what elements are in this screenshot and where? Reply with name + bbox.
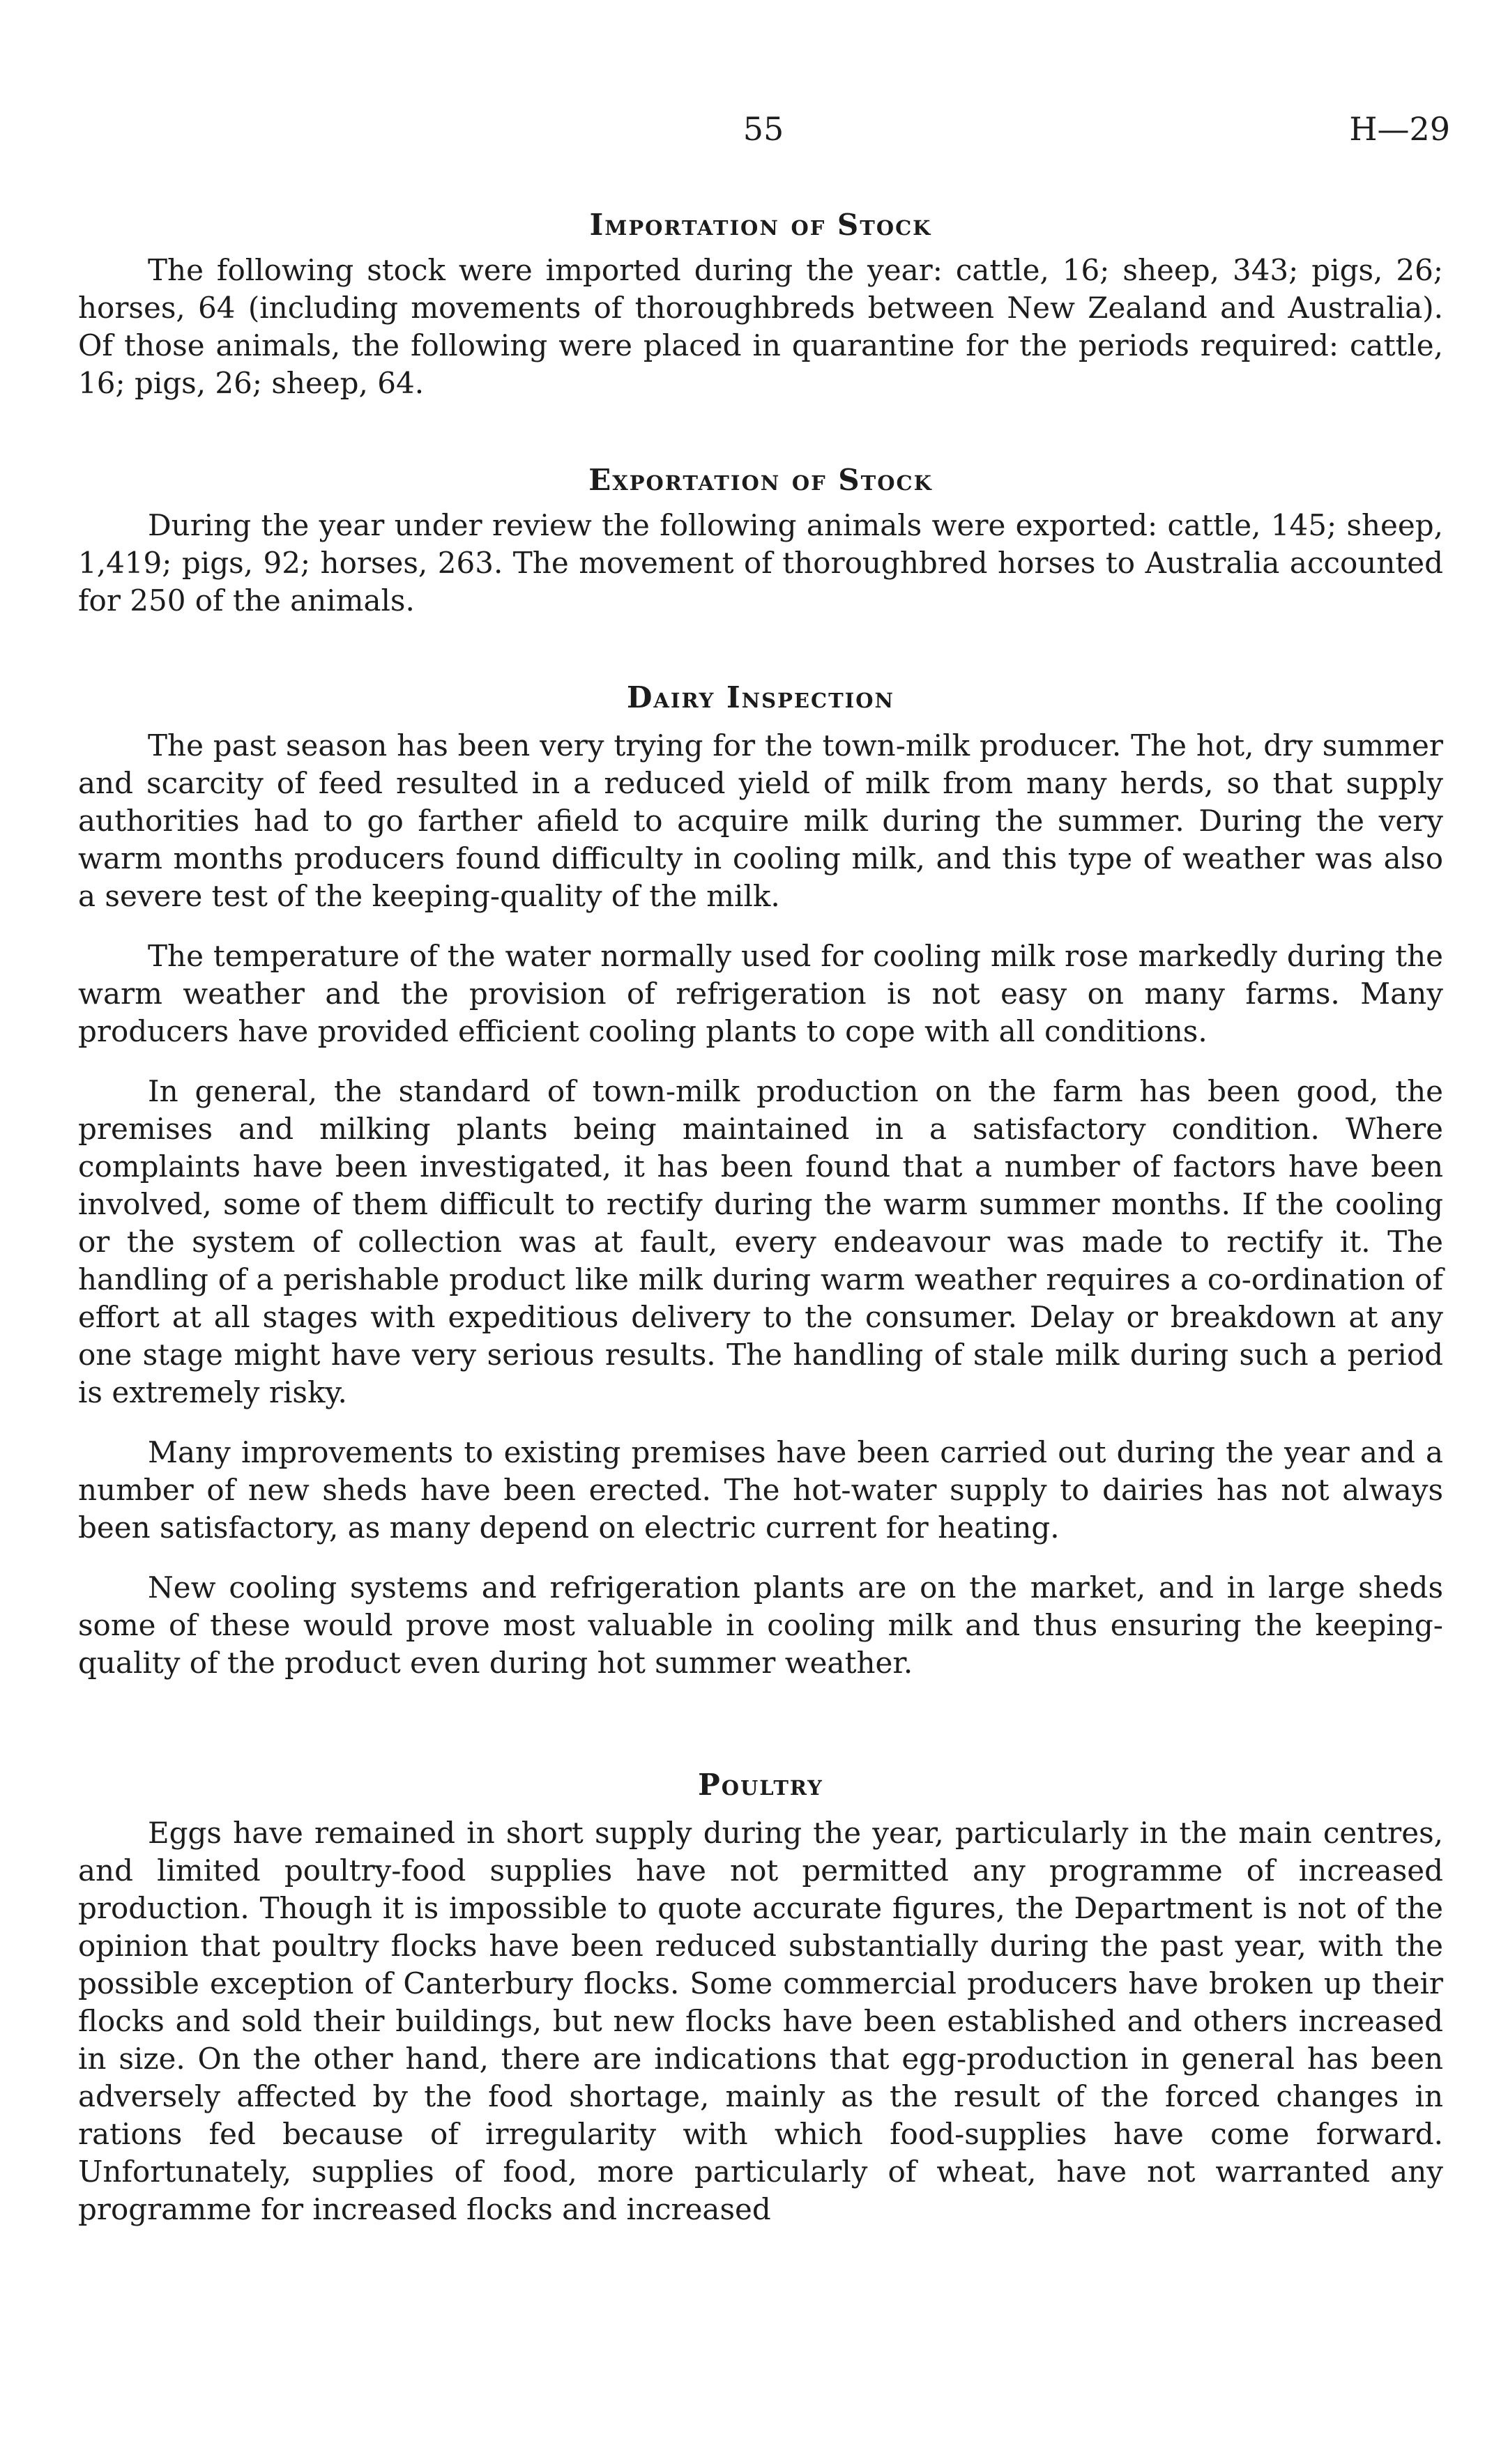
- paragraph: During the year under review the following animals were exported: cattle, 145; sheep, 1,419; pigs, 92; horses, 263. The movement of thoroughbred horses to Australia accounted for 250 of the animals.: [78, 508, 1443, 618]
- section-importation-of-stock: [78, 204, 1443, 402]
- report-reference: H—29: [1349, 110, 1450, 148]
- section-dairy-inspection: [78, 677, 1443, 1682]
- paragraph: The following stock were imported during the year: cattle, 16; sheep, 343; pigs, 26; horses, 64 (including movements of thoroughbreds between New Zealand and Australia). Of those animals, the following were placed in quarantine for the periods required: cattle, 16; pigs, 26; sheep, 64.: [78, 253, 1443, 400]
- page-number: 55: [742, 110, 784, 148]
- paragraph: New cooling systems and refrigeration plants are on the market, and in large sheds some of these would prove most valuable in cooling milk and thus ensuring the keeping-quality of the product even during hot summer weather.: [78, 1570, 1443, 1680]
- section-heading: Dairy Inspection: [626, 680, 895, 714]
- paragraph: Many improvements to existing premises have been carried out during the year and a number of new sheds have been erected. The hot-water supply to dairies has not always been satisfactory, as many depend on electric current for heating.: [78, 1435, 1443, 1545]
- section-heading: Importation of Stock: [589, 208, 932, 242]
- paragraph: The past season has been very trying for the town-milk producer. The hot, dry summer and scarcity of feed resulted in a reduced yield of milk from many herds, so that supply authorities had to go farther afield to acquire milk during the summer. During the very warm months producers found difficulty in cooling milk, and this type of weather was also a severe test of the keeping-quality of the milk.: [78, 728, 1443, 913]
- page-header: [0, 105, 1508, 153]
- section-heading: Poultry: [698, 1768, 823, 1802]
- paragraph: The temperature of the water normally used for cooling milk rose markedly during the warm weather and the provision of refrigeration is not easy on many farms. Many producers have provided efficient cooling plants to cope with all conditions.: [78, 939, 1443, 1048]
- section-poultry: [78, 1764, 1443, 2228]
- paragraph: In general, the standard of town-milk production on the farm has been good, the premises and milking plants being maintained in a satisfactory condition. Where complaints have been investigated, it has been found that a number of factors have been involved, some of them difficult to rectify during the warm summer months. If the cooling or the system of collection was at fault, every endeavour was made to rectify it. The handling of a perishable product like milk during warm weather requires a co-ordination of effort at all stages with expeditious delivery to the consumer. Delay or breakdown at any one stage might have very serious results. The handling of stale milk during such a period is extremely risky.: [78, 1074, 1443, 1409]
- section-heading: Exportation of Stock: [588, 463, 933, 497]
- section-exportation-of-stock: [78, 459, 1443, 620]
- page-body: [78, 185, 1443, 2228]
- paragraph: Eggs have remained in short supply during the year, particularly in the main centres, and limited poultry-food supplies have not permitted any programme of increased production. Though it is impossible to quote accurate figures, the Department is not of the opinion that poultry flocks have been reduced substantially during the past year, with the possible exception of Canterbury flocks. Some commercial producers have broken up their flocks and sold their buildings, but new flocks have been established and others increased in size. On the other hand, there are indications that egg-production in general has been adversely affected by the food shortage, mainly as the result of the forced changes in rations fed because of irregularity with which food-supplies have come forward. Unfortunately, supplies of food, more particularly of wheat, have not warranted any programme for increased flocks and increased: [78, 1816, 1443, 2226]
